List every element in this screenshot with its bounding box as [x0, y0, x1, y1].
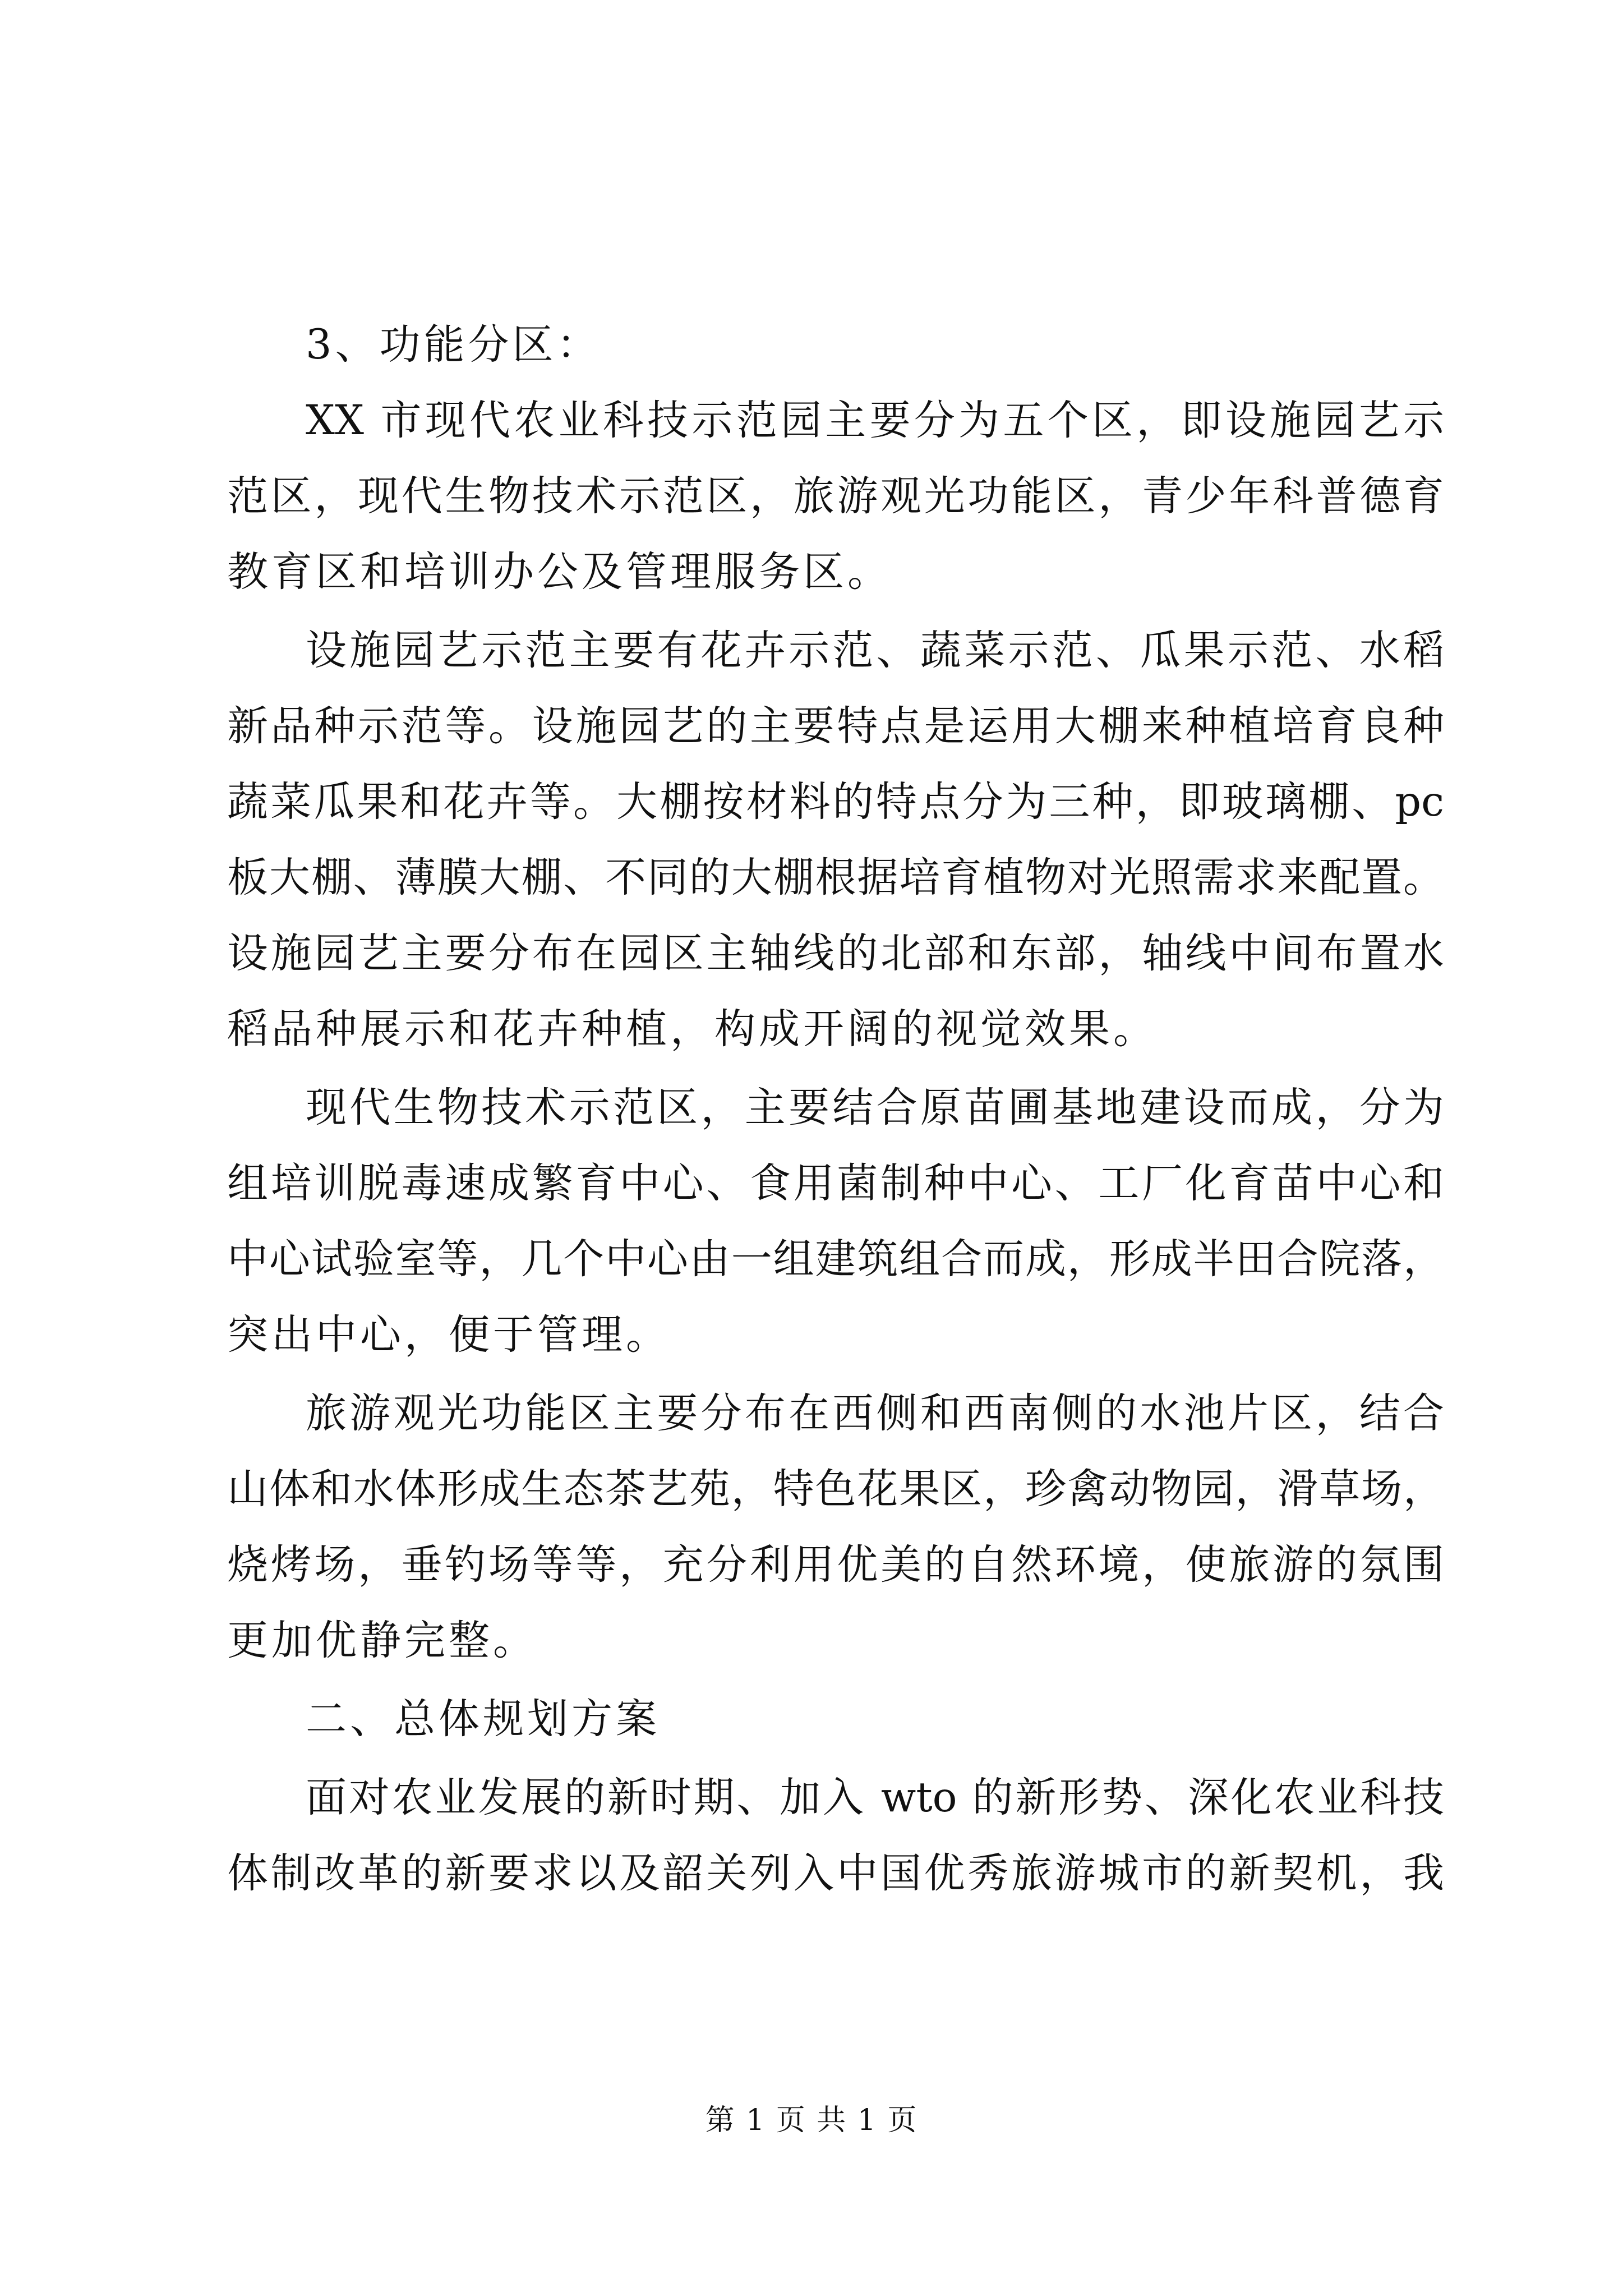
paragraph-line: 旅游观光功能区主要分布在西侧和西南侧的水池片区，结合: [306, 1389, 1444, 1437]
paragraph-line: 面对农业发展的新时期、加入 wto 的新形势、深化农业科技: [306, 1774, 1444, 1821]
paragraph-line: 更加优静完整。: [227, 1617, 537, 1664]
heading-functional-zones: 3、功能分区：: [306, 321, 601, 369]
paragraph-line: 中心试验室等，几个中心由一组建筑组合而成，形成半田合院落，: [227, 1235, 1444, 1283]
paragraph-line: 突出中心，便于管理。: [227, 1311, 670, 1359]
paragraph-line: 组培训脱毒速成繁育中心、食用菌制种中心、工厂化育苗中心和: [227, 1159, 1444, 1207]
paragraph-line: XX 市现代农业科技示范园主要分为五个区，即设施园艺示: [306, 397, 1444, 444]
paragraph-line: 板大棚、薄膜大棚、不同的大棚根据培育植物对光照需求来配置。: [227, 854, 1444, 901]
paragraph-line: 范区，现代生物技术示范区，旅游观光功能区，青少年科普德育: [227, 472, 1444, 520]
paragraph-line: 设施园艺主要分布在园区主轴线的北部和东部，轴线中间布置水: [227, 930, 1444, 977]
paragraph-line: 体制改革的新要求以及韶关列入中国优秀旅游城市的新契机，我: [227, 1849, 1444, 1897]
paragraph-line: 教育区和培训办公及管理服务区。: [227, 548, 892, 596]
paragraph-line: 现代生物技术示范区，主要结合原苗圃基地建设而成，分为: [306, 1084, 1444, 1131]
paragraph-line: 山体和水体形成生态茶艺苑，特色花果区，珍禽动物园，滑草场，: [227, 1465, 1444, 1513]
paragraph-line: 烧烤场，垂钓场等等，充分利用优美的自然环境，使旅游的氛围: [227, 1541, 1444, 1589]
paragraph-line: 设施园艺示范主要有花卉示范、蔬菜示范、瓜果示范、水稻: [306, 627, 1444, 674]
section-heading: 二、总体规划方案: [306, 1695, 660, 1743]
paragraph-line: 稻品种展示和花卉种植，构成开阔的视觉效果。: [227, 1005, 1158, 1053]
paragraph-line: 蔬菜瓜果和花卉等。大棚按材料的特点分为三种，即玻璃棚、pc: [227, 778, 1444, 826]
paragraph-line: 新品种示范等。设施园艺的主要特点是运用大棚来种植培育良种: [227, 702, 1444, 750]
page-footer: 第 1 页 共 1 页: [705, 2104, 918, 2137]
